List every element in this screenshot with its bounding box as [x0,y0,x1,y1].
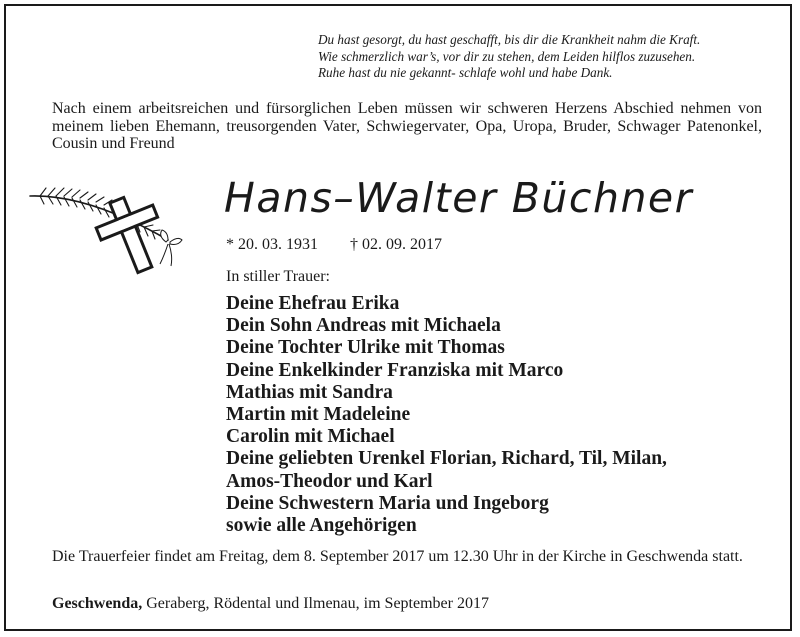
cross-with-palm-branch-icon [28,184,198,284]
place-and-date [52,595,489,613]
mourner-line: Deine Schwestern Maria und Ingeborg [226,492,549,514]
mourner-line: Dein Sohn Andreas mit Michaela [226,315,501,337]
mourner-line: Mathias mit Sandra [226,381,393,403]
mourner-line: Amos-Theodor und Karl [226,470,433,492]
place-rest: Geraberg, Rödental und Ilmenau, im September 2017 [142,595,489,612]
intro-text: Nach einem arbeitsreichen und fürsorglichen Leben müssen wir schweren Herzens Abschied nehmen von meinem lieben Ehemann, treusorgenden Vater, Schwiegervater, Opa, Uropa, Bruder, Schwager Patenonkel, Cousin und Freund [52,100,762,152]
birth-date: * 20. 03. 1931 [226,236,318,253]
mourner-line: sowie alle Angehörigen [226,515,417,537]
mourner-line: Deine Tochter Ulrike mit Thomas [226,337,505,359]
poem-line: Ruhe hast du nie gekannt- schlafe wohl und habe Dank. [318,65,613,80]
mourners-list [226,293,786,537]
deceased-name: Hans–Walter Büchner [224,174,694,222]
poem-line: Du hast gesorgt, du hast geschafft, bis dir die Krankheit nahm die Kraft. [318,32,701,47]
mourner-line: Martin mit Madeleine [226,404,411,426]
obituary-notice [4,4,792,631]
mourner-line: Deine Ehefrau Erika [226,293,400,314]
funeral-service-text: Die Trauerfeier findet am Freitag, dem 8. September 2017 um 12.30 Uhr in der Kirche in Geschwenda statt. [52,548,743,565]
place-town: Geschwenda, [52,595,143,612]
mourner-line: Deine geliebten Urenkel Florian, Richard, Til, Milan, [226,448,667,470]
mourner-line: Carolin mit Michael [226,426,395,448]
death-date: † 02. 09. 2017 [350,236,442,253]
poem-verse [318,32,778,82]
life-dates [226,236,442,254]
poem-line: Wie schmerzlich war’s, vor dir zu stehen, dem Leiden hilflos zuzusehen. [318,48,696,64]
mourning-label: In stiller Trauer: [226,268,330,285]
mourner-line: Deine Enkelkinder Franziska mit Marco [226,359,564,381]
